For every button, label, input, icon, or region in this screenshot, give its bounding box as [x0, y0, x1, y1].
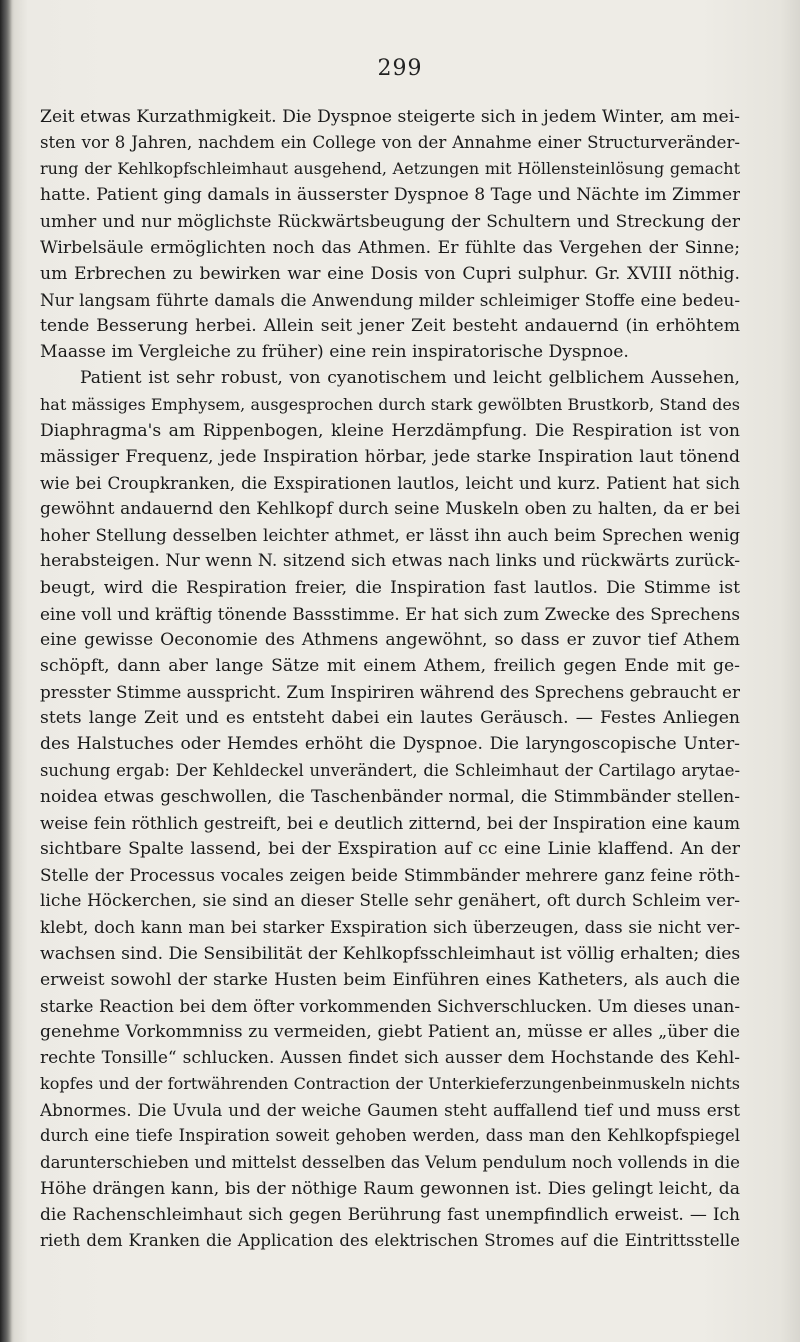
text-line: weise fein röthlich gestreift, bei e deutlich zitternd, bei der Inspiration eine kaum: [40, 812, 740, 833]
text-line: wie bei Croupkranken, die Exspirationen lautlos, leicht und kurz. Patient hat sich: [40, 472, 740, 493]
text-line: darunterschieben und mittelst desselben das Velum pendulum noch vollends in die: [40, 1152, 740, 1172]
text-line: stets lange Zeit und es entsteht dabei ein lautes Geräusch. — Festes Anliegen: [40, 708, 740, 729]
text-line: klebt, doch kann man bei starker Exspiration sich überzeugen, dass sie nicht ver-: [40, 917, 740, 938]
text-line: rechte Tonsille“ schlucken. Aussen findet sich ausser dem Hochstande des Kehl-: [40, 1048, 740, 1069]
text-line: hoher Stellung desselben leichter athmet, er lässt ihn auch beim Sprechen wenig: [40, 525, 740, 546]
text-line: sichtbare Spalte lassend, bei der Exspiration auf cc eine Linie klaffend. An der: [40, 838, 740, 859]
text-line: Stelle der Processus vocales zeigen beide Stimmbänder mehrere ganz feine röth-: [40, 865, 740, 886]
text-line: eine voll und kräftig tönende Bassstimme. Er hat sich zum Zwecke des Sprechens: [40, 603, 740, 624]
text-line: gewöhnt andauernd den Kehlkopf durch seine Muskeln oben zu halten, da er bei: [40, 499, 740, 520]
text-line: um Erbrechen zu bewirken war eine Dosis von Cupri sulphur. Gr. XVIII nöthig.: [40, 263, 740, 284]
book-spine-shadow: [0, 0, 12, 1342]
text-line: hat mässiges Emphysem, ausgesprochen durch stark gewölbten Brustkorb, Stand des: [40, 394, 740, 414]
text-line: sten vor 8 Jahren, nachdem ein College von der Annahme einer Structurveränder-: [40, 133, 740, 153]
text-line: kopfes und der fortwährenden Contraction der Unterkieferzungenbeinmuskeln nichts: [40, 1074, 740, 1094]
text-line: noidea etwas geschwollen, die Taschenbänder normal, die Stimmbänder stellen-: [40, 786, 740, 807]
text-line: Wirbelsäule ermöglichten noch das Athmen. Er fühlte das Vergehen der Sinne;: [40, 237, 740, 258]
text-line: rung der Kehlkopfschleimhaut ausgehend, Aetzungen mit Höllensteinlösung gemacht: [40, 159, 740, 179]
text-line: starke Reaction bei dem öfter vorkommenden Sichverschlucken. Um dieses unan-: [40, 995, 740, 1016]
text-line: suchung ergab: Der Kehldeckel unverändert, die Schleimhaut der Cartilago arytae-: [40, 760, 740, 780]
text-line: Abnormes. Die Uvula und der weiche Gaumen steht auffallend tief und muss erst: [40, 1100, 740, 1121]
text-line: tende Besserung herbei. Allein seit jener Zeit besteht andauernd (in erhöhtem: [40, 316, 740, 337]
body-text: [40, 104, 740, 1254]
text-line: hatte. Patient ging damals in äusserster Dyspnoe 8 Tage und Nächte im Zimmer: [40, 185, 740, 206]
text-line: schöpft, dann aber lange Sätze mit einem Athem, freilich gegen Ende mit ge-: [40, 655, 740, 676]
text-line: genehme Vorkommniss zu vermeiden, giebt Patient an, müsse er alles „über die: [40, 1021, 740, 1042]
text-line: Diaphragma's am Rippenbogen, kleine Herzdämpfung. Die Respiration ist von: [40, 420, 740, 441]
text-line: erweist sowohl der starke Husten beim Einführen eines Katheters, als auch die: [40, 969, 740, 990]
text-line: umher und nur möglichste Rückwärtsbeugung der Schultern und Streckung der: [40, 211, 740, 232]
text-line: wachsen sind. Die Sensibilität der Kehlkopfsschleimhaut ist völlig erhalten; dies: [40, 943, 740, 964]
text-line: Zeit etwas Kurzathmigkeit. Die Dyspnoe steigerte sich in jedem Winter, am mei-: [40, 107, 740, 127]
text-line: Höhe drängen kann, bis der nöthige Raum gewonnen ist. Dies gelingt leicht, da: [40, 1178, 740, 1199]
text-line: die Rachenschleimhaut sich gegen Berührung fast unempfindlich erweist. — Ich: [40, 1204, 740, 1225]
text-line: durch eine tiefe Inspiration soweit gehoben werden, dass man den Kehlkopfspiegel: [40, 1126, 740, 1146]
text-line: herabsteigen. Nur wenn N. sitzend sich etwas nach links und rückwärts zurück-: [40, 551, 740, 572]
text-line: Maasse im Vergleiche zu früher) eine rein inspiratorische Dyspnoe.: [40, 342, 629, 363]
text-line: rieth dem Kranken die Application des elektrischen Stromes auf die Eintrittsstelle: [40, 1231, 740, 1251]
text-line: Patient ist sehr robust, von cyanotischem und leicht gelblichem Aussehen,: [80, 368, 740, 389]
text-line: mässiger Frequenz, jede Inspiration hörbar, jede starke Inspiration laut tönend: [40, 446, 740, 467]
text-line: eine gewisse Oeconomie des Athmens angewöhnt, so dass er zuvor tief Athem: [40, 629, 740, 650]
text-line: des Halstuches oder Hemdes erhöht die Dyspnoe. Die laryngoscopische Unter-: [40, 734, 740, 755]
text-line: liche Höckerchen, sie sind an dieser Stelle sehr genähert, oft durch Schleim ver-: [40, 891, 740, 912]
text-line: beugt, wird die Respiration freier, die Inspiration fast lautlos. Die Stimme ist: [40, 577, 740, 598]
text-line: Nur langsam führte damals die Anwendung milder schleimiger Stoffe eine bedeu-: [40, 289, 740, 310]
page-number: 299: [377, 56, 423, 81]
text-line: presster Stimme ausspricht. Zum Inspiriren während des Sprechens gebraucht er: [40, 682, 740, 703]
